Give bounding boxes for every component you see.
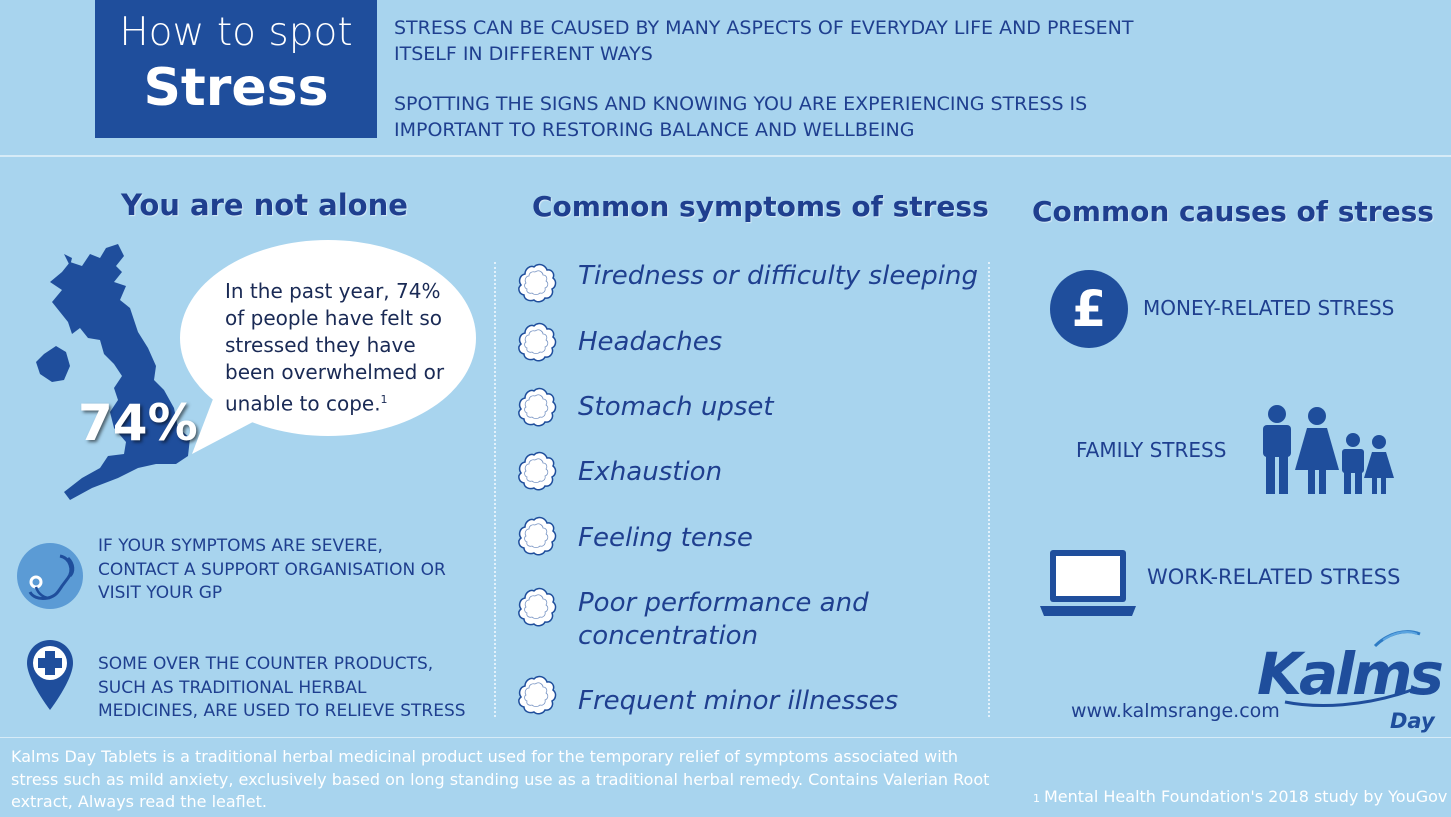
cloud-bullet-icon [517,321,557,361]
cloud-bullet-icon [517,674,557,714]
family-icon [1255,404,1395,496]
gp-line: VISIT YOUR GP [98,583,223,603]
otc-line: MEDICINES, ARE USED TO RELIEVE STRESS [98,701,466,721]
gp-advice-text [98,535,488,606]
symptom-line: concentration [578,621,759,651]
column-divider [494,262,496,717]
gp-line: IF YOUR SYMPTOMS ARE SEVERE, [98,536,383,556]
work-stress-label: WORK-RELATED STRESS [1147,565,1401,589]
stat-74-percent: 74% [78,394,198,452]
stethoscope-icon [16,542,84,610]
symptom-item: Tiredness or difficulty sleeping [578,261,979,291]
column-divider [988,262,990,717]
cloud-bullet-icon [517,586,557,626]
money-stress-label: MONEY-RELATED STRESS [1143,296,1395,320]
intro-paragraph-1 [394,15,1154,67]
otc-line: SOME OVER THE COUNTER PRODUCTS, [98,654,434,674]
symptom-item: Frequent minor illnesses [578,686,899,716]
title-box [95,0,377,138]
intro-line: SPOTTING THE SIGNS AND KNOWING YOU ARE EXPERIENCING STRESS IS [394,93,1088,115]
otc-line: SUCH AS TRADITIONAL HERBAL [98,677,367,698]
bubble-line: stressed they have [225,333,416,357]
map-pin-cross-icon [25,638,75,712]
cloud-bullet-icon [517,515,557,555]
uk-map-icon [30,242,200,507]
symptom-item: Stomach upset [578,392,774,422]
intro-paragraph-2 [394,91,1154,143]
footnote-text: Mental Health Foundation's 2018 study by YouGov [1044,787,1448,806]
family-stress-label: FAMILY STRESS [1076,438,1227,462]
symptoms-heading: Common symptoms of stress [532,190,989,223]
causes-heading: Common causes of stress [1032,195,1434,228]
website-url[interactable]: www.kalmsrange.com [1071,700,1280,722]
disclaimer-line: stress such as mild anxiety, exclusively based on long standing use as a traditional herbal remedy. Contains Valerian Root [11,769,990,789]
footnote [1033,787,1447,806]
intro-line: STRESS CAN BE CAUSED BY MANY ASPECTS OF EVERYDAY LIFE AND PRESENT [394,17,1134,39]
title-line2: Stress [143,58,329,118]
symptom-item: Exhaustion [578,457,723,487]
title-line1: How to spot [119,10,353,55]
disclaimer-text [11,746,1001,814]
speech-bubble-text [225,278,465,418]
intro-line: ITSELF IN DIFFERENT WAYS [394,43,653,65]
bubble-line-text: unable to cope. [225,391,381,416]
cloud-bullet-icon [517,450,557,490]
bubble-line [225,386,465,418]
symptom-item: Headaches [578,327,723,357]
alone-heading: You are not alone [121,188,408,222]
footnote-mark: 1 [1033,792,1040,805]
bubble-line: been overwhelmed or [225,360,445,384]
bubble-footnote-mark: 1 [380,393,388,406]
logo-subtext: Day [1390,709,1435,733]
symptom-item: Feeling tense [578,523,753,553]
disclaimer-line: Kalms Day Tablets is a traditional herbal medicinal product used for the temporary relief of symptoms associated with [11,747,959,766]
gp-line: CONTACT A SUPPORT ORGANISATION OR [98,559,446,580]
disclaimer-line: extract, Always read the leaflet. [11,792,267,811]
top-divider [0,155,1451,157]
symptom-line: Poor performance and [578,588,869,618]
bubble-line: of people have felt so [225,306,442,330]
pound-icon: £ [1050,270,1128,348]
intro-line: IMPORTANT TO RESTORING BALANCE AND WELLBEING [394,119,915,141]
cloud-bullet-icon [517,386,557,426]
bottom-divider [0,737,1451,738]
symptom-item [578,587,869,653]
otc-info-text [98,653,488,724]
cloud-bullet-icon [517,262,557,302]
logo-text: Kalms [1257,640,1441,708]
bubble-line: In the past year, 74% [225,279,441,303]
laptop-icon [1040,548,1136,618]
kalms-day-logo [1255,624,1441,736]
